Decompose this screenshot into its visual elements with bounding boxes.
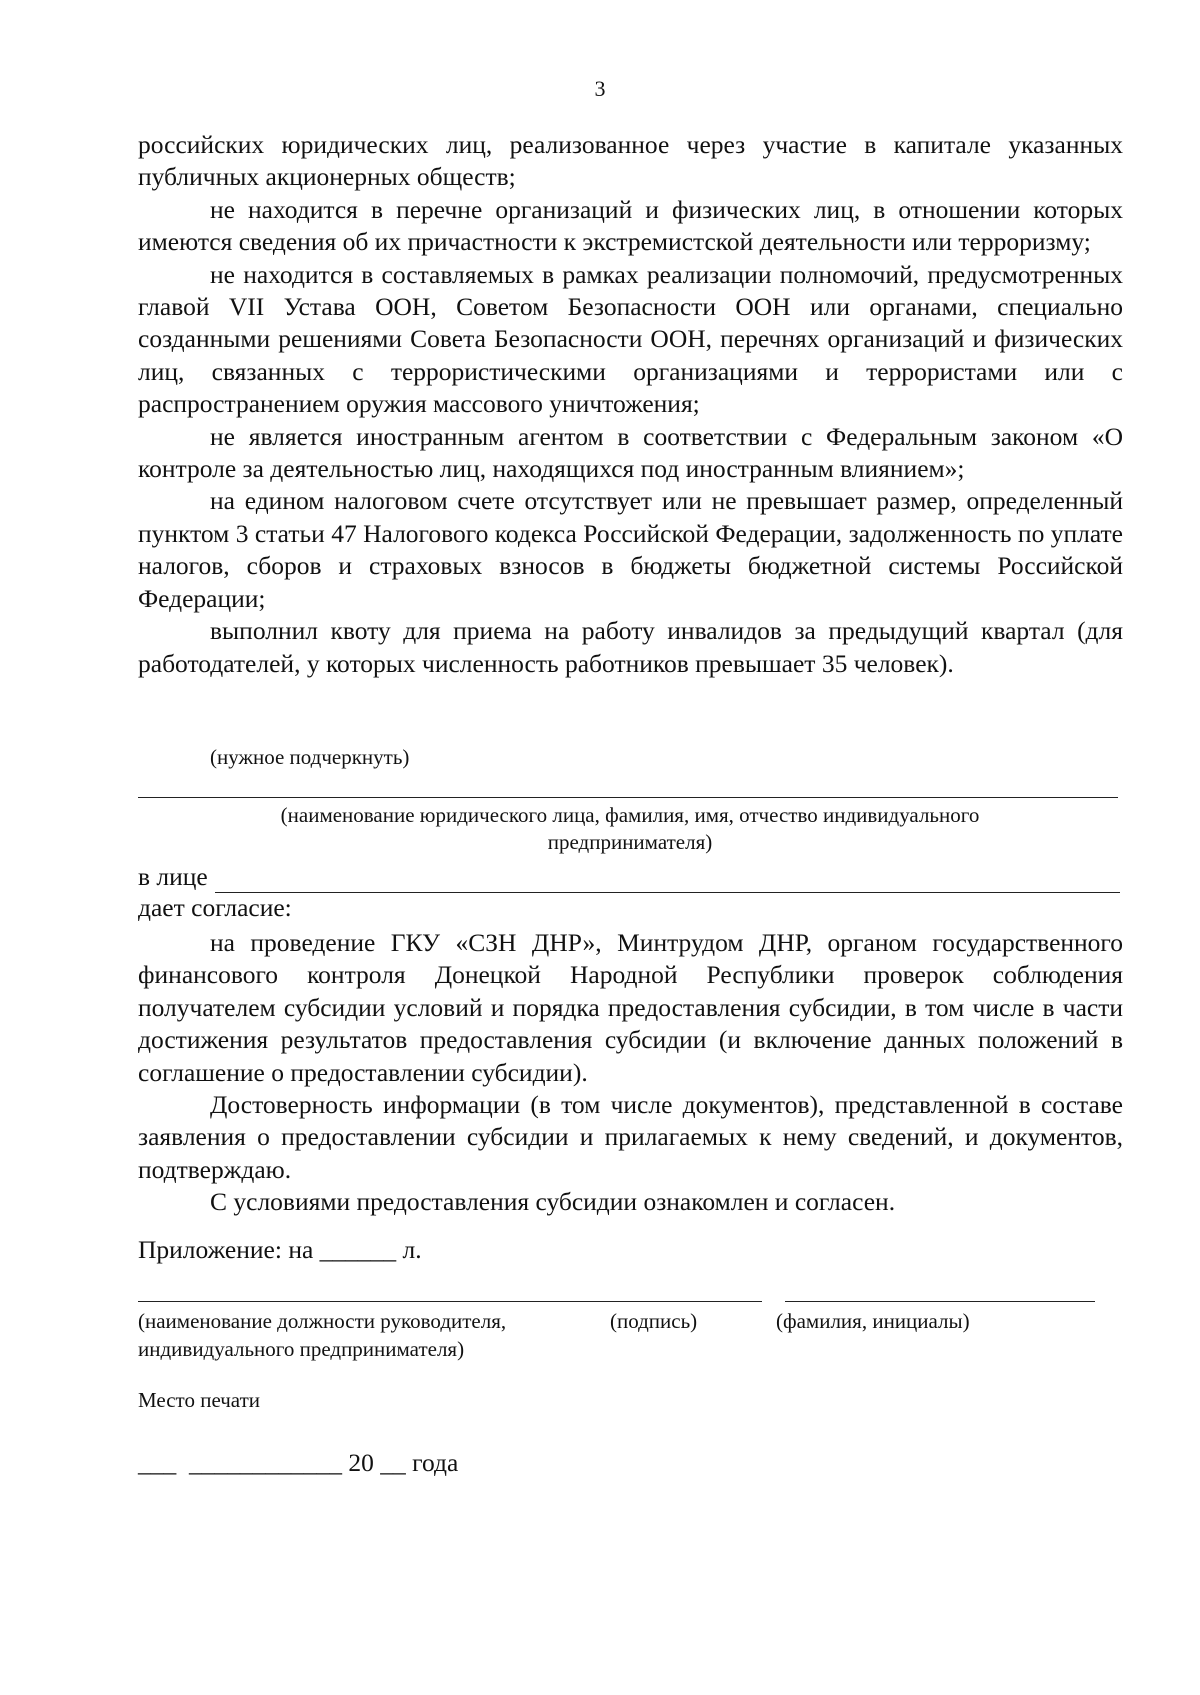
signature-line — [640, 1301, 762, 1302]
date-day-blank: ___ — [138, 1448, 177, 1477]
conditions-list — [138, 129, 1123, 680]
paragraph: на проведение ГКУ «СЗН ДНР», Минтрудом ДНР, органом государственного финансового контроля Донецкой Народной Республики проверок соблюдения получателем субсидии условий и порядка предоставления субсидии, в том числе в части достижения результатов предоставления субсидии (и включение данных положений в соглашение о предоставлении субсидии). — [138, 928, 1123, 1087]
attachment-prefix: Приложение: на — [138, 1235, 314, 1264]
paragraph: Достоверность информации (в том числе документов), представленной в составе заявления о предоставлении субсидии и прилагаемых к нему сведений, и документов, подтверждаю. — [138, 1090, 1123, 1184]
in-person-label: в лице — [138, 862, 208, 891]
paragraph: не находится в перечне организаций и физических лиц, в отношении которых имеются сведения об их причастности к экстремистской деятельности или терроризму; — [138, 194, 1123, 257]
position-caption: (наименование должности руководителя, индивидуального предпринимателя) — [138, 1309, 507, 1361]
paragraph: на едином налоговом счете отсутствует или не превышает размер, определенный пунктом 3 статьи 47 Налогового кодекса Российской Федерации, задолженность по уплате налогов, сборов и страховых взносов в бюджеты бюджетной системы Российской Федерации; — [138, 486, 1123, 613]
consent-paragraphs — [138, 927, 1123, 1219]
paragraph: не находится в составляемых в рамках реализации полномочий, предусмотренных главой VII Устава ООН, Советом Безопасности ООН или органами, специально созданными решениями Совета Безопасности ООН, перечнях организаций и физических лиц, связанных с террористическими организациями и террористами или с распространением оружия массового уничтожения; — [138, 259, 1123, 419]
entity-name-caption: (наименование юридического лица, фамилия, имя, отчество индивидуального предпринимателя) — [280, 803, 980, 854]
attachment-line — [138, 1235, 422, 1265]
consent-label: дает согласие: — [138, 893, 292, 922]
date-year-blank: __ — [380, 1448, 406, 1477]
date-month-blank: ____________ — [189, 1448, 342, 1477]
paragraph: российских юридических лиц, реализованное через участие в капитале указанных публичных акционерных обществ; — [138, 130, 1123, 192]
in-person-line — [215, 892, 1120, 893]
name-line — [785, 1301, 1095, 1302]
paragraph: С условиями предоставления субсидии ознакомлен и согласен. — [210, 1187, 896, 1217]
signature-caption: (подпись) — [610, 1309, 698, 1333]
entity-name-line — [138, 797, 1118, 798]
date-suffix: года — [412, 1448, 459, 1477]
name-caption: (фамилия, инициалы) — [776, 1309, 970, 1333]
stamp-place: Место печати — [138, 1388, 261, 1412]
date-line — [138, 1448, 458, 1478]
attachment-suffix: л. — [402, 1235, 422, 1264]
paragraph: выполнил квоту для приема на работу инвалидов за предыдущий квартал (для работодателей, у которых численность работников превышает 35 человек). — [138, 616, 1123, 678]
attachment-blank: ______ — [319, 1235, 397, 1264]
underline-hint: (нужное подчеркнуть) — [210, 745, 410, 769]
date-century: 20 — [348, 1448, 374, 1477]
page-number: 3 — [594, 76, 606, 101]
paragraph: не является иностранным агентом в соответствии с Федеральным законом «О контроле за деятельностью лиц, находящихся под иностранным влиянием»; — [138, 421, 1123, 484]
